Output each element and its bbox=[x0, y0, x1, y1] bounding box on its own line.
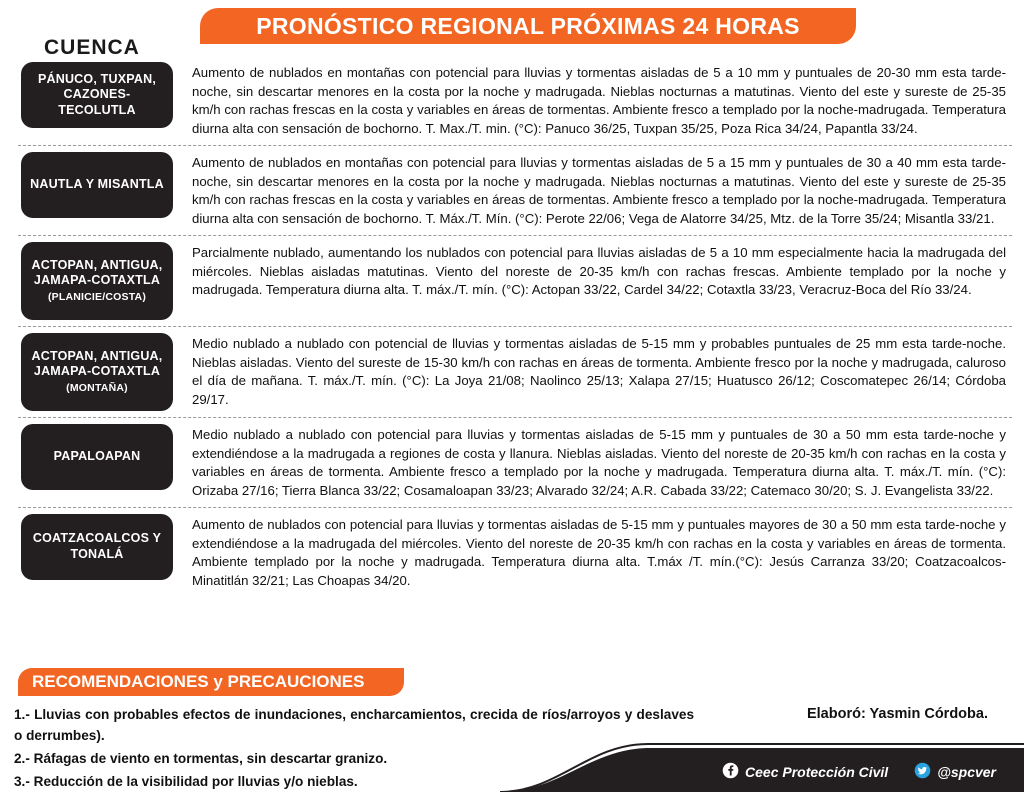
twitter-link[interactable] bbox=[914, 762, 996, 782]
social-links bbox=[722, 762, 996, 782]
region-label-sub: (PLANICIE/COSTA) bbox=[47, 290, 147, 303]
list-item: 3.- Reducción de la visibilidad por lluvias y/o nieblas. bbox=[14, 774, 358, 790]
facebook-icon bbox=[722, 762, 739, 782]
forecast-text: Parcialmente nublado, aumentando los nublados con potencial para lluvias aisladas de 5 a 10 mm especialmente hacia la madrugada del miércoles. Nieblas aisladas matutinas. Viento del noreste de 20-35 km/h con rachas frescas. Ambiente templado por la noche y madrugada. Temperatura diurna alta. T. máx./T. mín. (°C): Actopan 33/22, Cardel 34/22; Cotaxtla 33/23, Veracruz-Boca del Río 33/24. bbox=[192, 244, 1006, 298]
forecast-table bbox=[18, 62, 1012, 603]
forecast-text: Aumento de nublados en montañas con potencial para lluvias y tormentas aisladas de 5 a 15 mm y puntuales de 30 a 40 mm esta tarde-noche, sin descartar menores en la costa por la noche y madrugada. Nieblas nocturnas a matutinas. Viento del este y sureste de 25-35 km/h con rachas frescas en la costa y variables en áreas de tormentas. Ambiente fresco a templado por la noche-madrugada. Temperatura diurna alta con sensación de bochorno. T. Máx./T. Mín. (°C): Perote 22/06; Vega de Alatorre 34/25, Mtz. de la Torre 35/24; Misantla 33/21. bbox=[192, 154, 1006, 227]
region-label-cell bbox=[18, 424, 176, 490]
forecast-text: Medio nublado a nublado con potencial para lluvias y tormentas aisladas de 5-15 mm y puntuales de 30 a 50 mm esta tarde-noche y extendiéndose a la madrugada a regiones de costa y llanura. Nieblas aisladas. Viento del noreste de 20-35 km/h con rachas en la costa y variables en áreas de tormenta. Ambiente fresco a templado por la noche y madrugada. Temperatura diurna alta. T. máx./T. mín. (°C): Orizaba 27/16; Tierra Blanca 33/22; Cosamaloapan 33/23; Alvarado 32/24; A.R. Cabada 33/22; Catemaco 30/20; S. J. Evangelista 33/22. bbox=[192, 426, 1006, 499]
region-label-sub: (MONTAÑA) bbox=[66, 381, 128, 394]
region-label-cell bbox=[18, 514, 176, 580]
facebook-label: Ceec Protección Civil bbox=[745, 764, 889, 780]
forecast-text: Aumento de nublados en montañas con potencial para lluvias y tormentas aisladas de 5 a 10 mm y puntuales de 20-30 mm esta tarde-noche, sin descartar menores en la costa por la noche y madrugada. Nieblas nocturnas a matutinas. Viento del este y sureste de 25-35 km/h con rachas frescas en la costa y variables en áreas de tormentas. Ambiente fresco a templado por la noche-madrugada. Temperatura diurna alta con sensación de bochorno. T. Max./T. min. (°C): Panuco 36/25, Tuxpan 35/25, Poza Rica 34/24, Papantla 33/24. bbox=[192, 65, 1006, 137]
region-label-cell bbox=[18, 152, 176, 218]
forecast-text: Aumento de nublados con potencial para lluvias y tormentas aisladas de 5-15 mm y puntuales mayores de 30 a 50 mm esta tarde-noche y extendiéndose a la madrugada del miércoles. Viento del noreste de 20-35 km/h con rachas en la costa y variables en áreas de tormenta. Ambiente templado por la noche y madrugada. Temperatura diurna alta. T.máx /T. mín.(°C): Jesús Carranza 33/20; Coatzacoalcos-Minatitlán 32/21; Las Choapas 34/20. bbox=[192, 516, 1006, 589]
list-item: 1.- Lluvias con probables efectos de inundaciones, encharcamientos, crecida de ríos/arroyos y deslaves o derrumbes). bbox=[14, 707, 694, 744]
table-row bbox=[18, 514, 1012, 597]
page-title: PRONÓSTICO REGIONAL PRÓXIMAS 24 HORAS bbox=[256, 12, 800, 39]
region-label-main: ACTOPAN, ANTIGUA, JAMAPA-COTAXTLA bbox=[31, 257, 163, 288]
forecast-text: Medio nublado a nublado con potencial de lluvias y tormentas aisladas de 5-15 mm y probables puntuales de 25 mm esta tarde-noche. Nieblas aisladas. Viento del sureste de 15-30 km/h con rachas en áreas de tormenta. Ambiente fresco por la noche y madrugada, caluroso el día de mañana. T. máx./T. mín. (°C): La Joya 21/08; Naolinco 25/13; Xalapa 27/15; Huatusco 26/12; Coscomatepec 26/14; Córdoba 29/17. bbox=[192, 335, 1006, 408]
region-label: PÁNUCO, TUXPAN, CAZONES-TECOLUTLA bbox=[21, 62, 173, 128]
region-label: NAUTLA Y MISANTLA bbox=[21, 152, 173, 218]
table-row bbox=[18, 152, 1012, 236]
table-row bbox=[18, 62, 1012, 146]
region-label-cell bbox=[18, 242, 176, 320]
region-label: COATZACOALCOS Y TONALÁ bbox=[21, 514, 173, 580]
region-label: PAPALOAPAN bbox=[21, 424, 173, 490]
banner-header bbox=[200, 8, 856, 44]
author-credit: Elaboró: Yasmin Córdoba. bbox=[806, 706, 988, 722]
twitter-icon bbox=[914, 762, 931, 782]
facebook-link[interactable] bbox=[722, 762, 888, 782]
region-label-cell bbox=[18, 333, 176, 411]
column-header-cuenca: CUENCA bbox=[44, 36, 140, 59]
region-label bbox=[21, 333, 173, 411]
table-row bbox=[18, 333, 1012, 418]
twitter-label: @spcver bbox=[937, 764, 996, 780]
table-row bbox=[18, 424, 1012, 508]
region-label-main: ACTOPAN, ANTIGUA, JAMAPA-COTAXTLA bbox=[31, 348, 163, 379]
region-label-cell bbox=[18, 62, 176, 128]
recommendations-title: RECOMENDACIONES y PRECAUCIONES bbox=[32, 672, 365, 691]
list-item: 2.- Ráfagas de viento en tormentas, sin descartar granizo. bbox=[14, 751, 388, 767]
table-row bbox=[18, 242, 1012, 327]
region-label bbox=[21, 242, 173, 320]
recommendations-banner bbox=[18, 668, 404, 696]
